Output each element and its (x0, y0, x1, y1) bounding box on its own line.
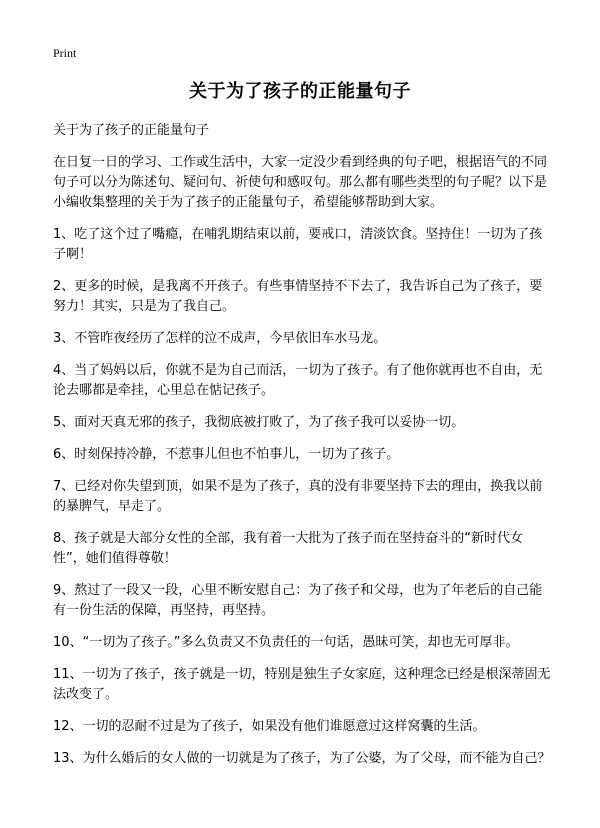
item-number: 7、 (53, 479, 75, 494)
list-item (53, 477, 551, 517)
list-item (53, 413, 551, 433)
item-text: 一切为了孩子，孩子就是一切，特别是独生子女家庭，这种理念已经是根深蒂固无法改变了。 (53, 667, 551, 702)
item-text: 时刻保持冷静，不惹事儿但也不怕事儿，一切为了孩子。 (74, 447, 400, 462)
item-number: 12、 (53, 719, 83, 734)
page-title: 关于为了孩子的正能量句子 (189, 81, 411, 102)
list-item (53, 277, 551, 317)
item-text: “一切为了孩子。”多么负责又不负责任的一句话，愚昧可笑，却也无可厚非。 (82, 635, 519, 650)
item-text: 熬过了一段又一段，心里不断安慰自己：为了孩子和父母，也为了年老后的自己能有一份生活的保障，再坚持，再坚持。 (53, 583, 543, 618)
item-number: 6、 (53, 447, 75, 462)
list-item (53, 445, 551, 465)
item-text: 一切的忍耐不过是为了孩子，如果没有他们谁愿意过这样窝囊的生活。 (82, 719, 486, 734)
item-number: 4、 (53, 363, 75, 378)
item-text: 孩子就是大部分女性的全部，我有着一大批为了孩子而在坚持奋斗的“新时代女性”，她们值得尊敬！ (53, 531, 524, 566)
intro-paragraph: 在日复一日的学习、工作或生活中，大家一定没少看到经典的句子吧，根据语气的不同句子可以分为陈述句、疑问句、祈使句和感叹句。那么都有哪些类型的句子呢？以下是小编收集整理的关于为了孩子的正能量句子，希望能够帮助到大家。 (53, 155, 548, 210)
item-text: 面对天真无邪的孩子，我彻底被打败了，为了孩子我可以妥协一切。 (74, 415, 465, 430)
item-text: 吃了这个过了嘴瘾，在哺乳期结束以前，要戒口，清淡饮食。坚持住！一切为了孩子啊！ (53, 227, 543, 262)
list-item (53, 749, 551, 769)
document-body (53, 121, 551, 781)
list-item (53, 581, 551, 621)
item-text: 更多的时候，是我离不开孩子。有些事情坚持不下去了，我告诉自己为了孩子，要努力！其实，只是为了我自己。 (53, 279, 543, 314)
print-label: Print (53, 46, 77, 60)
item-number: 3、 (53, 331, 75, 346)
item-text: 不管昨夜经历了怎样的泣不成声，今早依旧车水马龙。 (74, 331, 387, 346)
list-item (53, 225, 551, 265)
list-item (53, 529, 551, 569)
item-text: 已经对你失望到顶，如果不是为了孩子，真的没有非要坚持下去的理由，换我以前的暴脾气，早走了。 (53, 479, 543, 514)
list-item (53, 633, 551, 653)
item-text: 当了妈妈以后，你就不是为自己而活，一切为了孩子。有了他你就再也不自由，无论去哪都是牵挂，心里总在惦记孩子。 (53, 363, 543, 398)
list-item (53, 329, 551, 349)
item-number: 11、 (53, 667, 83, 682)
list-item (53, 717, 551, 737)
item-number: 9、 (53, 583, 75, 598)
item-text: 为什么婚后的女人做的一切就是为了孩子，为了公婆，为了父母，而不能为自己？ (82, 751, 551, 766)
subtitle: 关于为了孩子的正能量句子 (53, 123, 210, 138)
item-number: 8、 (53, 531, 75, 546)
item-number: 2、 (53, 279, 75, 294)
item-number: 1、 (53, 227, 75, 242)
item-number: 10、 (53, 635, 83, 650)
list-item (53, 665, 551, 705)
item-number: 5、 (53, 415, 75, 430)
item-number: 13、 (53, 751, 83, 766)
list-item (53, 361, 551, 401)
